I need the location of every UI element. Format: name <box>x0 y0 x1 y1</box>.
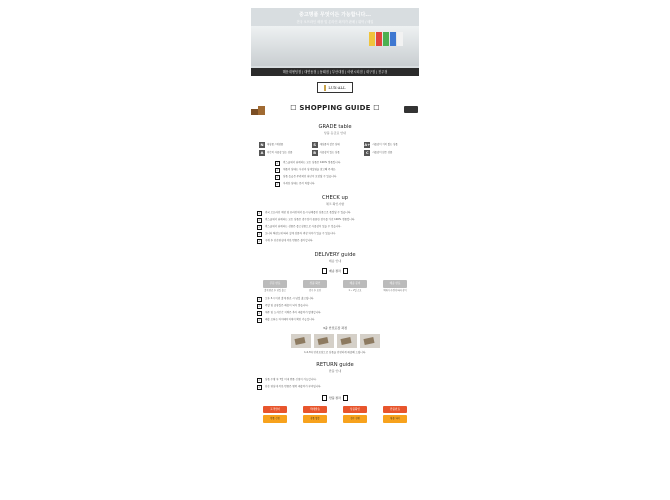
packaging-caption: 1,2,3차 안전포장으로 상품을 안전하게 배송해 드립니다. <box>304 351 366 355</box>
store-banner <box>251 8 419 76</box>
delivery-text: 배송 조회는 마이페이지에서 확인 가능합니다. <box>265 318 315 322</box>
return-step-button[interactable] <box>383 406 407 423</box>
return-steps <box>263 406 407 423</box>
grade-desc: 사용감이 많은 상품 <box>372 150 393 154</box>
grade-item <box>312 142 359 148</box>
delivery-list <box>257 297 419 323</box>
return-list <box>257 378 419 390</box>
checkbox-icon <box>343 268 349 274</box>
check-icon: ✓ <box>258 318 261 323</box>
packaging-photo <box>291 334 311 348</box>
check-icon: ✓ <box>258 225 261 229</box>
delivery-item <box>257 304 419 309</box>
return-step-top: 반품완료 <box>383 406 407 413</box>
note-text: 자세한 상태는 문의 바랍니다. <box>283 182 316 185</box>
checkup-title: CHECK up <box>321 195 349 201</box>
checkup-item <box>257 232 419 237</box>
note-text: 제품의 상태는 사진과 상세설명을 참고해 주세요. <box>283 168 337 171</box>
grade-notes <box>275 161 419 187</box>
box-shape <box>251 109 258 115</box>
return-subtitle: 반품 안내 <box>328 369 342 374</box>
checkup-text: 럭스올에서 판매되는 모든 상품은 검수팀의 꼼꼼한 검수를 거친 100% 정품입니다. <box>265 218 355 221</box>
return-step-button[interactable] <box>343 406 367 423</box>
return-text: 단순 변심에 의한 반품은 왕복 배송비가 부과됩니다. <box>265 385 322 389</box>
grade-letter: B <box>313 151 317 155</box>
check-icon: ✓ <box>258 311 261 316</box>
color-block <box>369 32 375 46</box>
checkbox-icon <box>322 395 328 401</box>
checkup-text: 전국 오프라인 매장 및 온라인에서 동시 판매중인 상품으로 품절될 수 있습니다. <box>265 211 352 214</box>
return-step-button[interactable] <box>263 406 287 423</box>
logo-mark-icon <box>324 85 326 91</box>
shopping-guide-title <box>290 104 379 112</box>
grade-item <box>312 150 359 156</box>
grade-item <box>259 142 306 148</box>
checkup-item <box>257 239 419 244</box>
store-list: 해운대센텀점 | 대연동점 | 동래점 | 부산대점 | 마린시티점 | 대구점 | 진주점 <box>251 68 419 76</box>
packaging-label: 3중 안전포장 과정 <box>322 326 348 331</box>
note-item <box>275 175 419 180</box>
note-item <box>275 182 419 187</box>
banner-subline: 전국 오프라인 매장 및 온라인 최저가 판매 / 위탁 / 매입 <box>296 20 374 24</box>
delivery-text: 오후 3시 이전 결제 완료 시 당일 출고됩니다. <box>265 297 315 301</box>
camera-shape <box>404 106 418 113</box>
check-icon: ✓ <box>276 182 279 186</box>
checkup-text: 럭스올에서 판매되는 상품은 중고상품으로 사용감이 있을 수 있습니다. <box>265 225 342 228</box>
checkup-item <box>257 211 419 216</box>
check-icon: ✓ <box>258 239 261 243</box>
return-step-top: 상품확인 <box>343 406 367 413</box>
color-block <box>390 32 396 46</box>
grade-letter: S <box>313 143 316 147</box>
return-step-bottom: 상품 발송 <box>303 415 327 423</box>
return-process-label <box>251 395 419 401</box>
checkup-text: 모니터 해상도에 따라 실제 상품과 색상 차이가 있을 수 있습니다. <box>265 232 336 235</box>
check-icon: ✓ <box>276 161 279 165</box>
check-icon: ✓ <box>258 297 261 302</box>
return-item <box>257 385 419 390</box>
grade-item <box>259 150 306 156</box>
step-note: 1 ~ 2일 소요 <box>348 288 362 292</box>
grade-desc: 새상품 / 매장품 <box>267 142 284 146</box>
delivery-process-label <box>251 268 419 274</box>
note-text: 상품 등급은 주관적인 판단이 포함될 수 있습니다. <box>283 175 337 178</box>
grade-desc: 사용감이 거의 없는 상품 <box>372 142 398 146</box>
step-label: 상품 확인 <box>303 280 327 288</box>
brand-logo <box>317 82 353 93</box>
check-icon: ✓ <box>258 385 261 390</box>
step-label: 주문 완료 <box>263 280 287 288</box>
square-icon: ☐ <box>373 104 380 112</box>
delivery-step <box>263 280 287 293</box>
checkbox-icon <box>322 268 328 274</box>
delivery-step <box>383 280 407 293</box>
return-step-bottom: 검수 진행 <box>343 415 367 423</box>
packaging-photo <box>314 334 334 348</box>
grade-desc: 약간의 사용감 있는 상품 <box>267 150 293 154</box>
camera-product-image <box>403 101 419 115</box>
checkup-item <box>257 225 419 230</box>
grade-letter: A+ <box>364 143 371 147</box>
return-title: RETURN guide <box>316 362 354 369</box>
check-icon: ✓ <box>276 175 279 179</box>
logo-text: LUX-ALL <box>328 85 346 90</box>
grade-table <box>259 142 411 156</box>
grade-item <box>364 142 411 148</box>
grade-desc: 새상품과 같은 상태 <box>319 142 340 146</box>
grade-letter: N <box>260 143 264 147</box>
checkup-subtitle: 체크 확인사항 <box>325 202 345 206</box>
delivery-subtitle: 배송 안내 <box>328 259 342 263</box>
step-note: 결제 완료 후 당일 출고 <box>264 288 286 292</box>
checkup-list <box>257 211 419 244</box>
delivery-item <box>257 311 419 316</box>
grade-letter: C <box>366 151 369 155</box>
color-block <box>376 32 382 46</box>
return-step-top: 고객센터 <box>263 406 287 413</box>
check-icon: ✓ <box>258 211 261 215</box>
return-step-button[interactable] <box>303 406 327 423</box>
check-icon: ✓ <box>258 218 261 222</box>
packaging-photo <box>337 334 357 348</box>
packaging-photos <box>251 334 419 348</box>
delivery-steps <box>263 280 407 293</box>
check-icon: ✓ <box>258 304 261 309</box>
delivery-step <box>343 280 367 293</box>
delivery-item <box>257 297 419 302</box>
grade-subtitle: 상품 등급표 안내 <box>323 131 347 135</box>
delivery-text: 제주 및 도서산간 지역은 추가 배송비가 발생합니다. <box>265 311 322 315</box>
delivery-item <box>257 318 419 323</box>
delivery-step <box>303 280 327 293</box>
guide-title-text: SHOPPING GUIDE <box>299 104 371 112</box>
grade-desc: 사용감이 있는 상품 <box>319 150 340 154</box>
note-item <box>275 161 419 166</box>
step-note: 택배사 사정에 따라 상이 <box>383 288 407 292</box>
grade-item <box>364 150 411 156</box>
color-block <box>397 32 403 46</box>
shopping-guide-page <box>251 8 419 423</box>
delivery-text: 주말 및 공휴일은 배송이 되지 않습니다. <box>265 304 309 308</box>
step-note: 검수 후 포장 <box>309 288 321 292</box>
delivery-title: DELIVERY guide <box>314 252 356 258</box>
boxes-product-image <box>251 101 267 115</box>
return-step-bottom: 반품 신청 <box>263 415 287 423</box>
grade-title: GRADE table <box>318 124 352 130</box>
packaging-photo <box>360 334 380 348</box>
return-step-top: 택배발송 <box>303 406 327 413</box>
note-item <box>275 168 419 173</box>
return-step-bottom: 환불 처리 <box>383 415 407 423</box>
step-label: 배송 준비 <box>343 280 367 288</box>
step-label: 배송 완료 <box>383 280 407 288</box>
grade-letter: A <box>260 151 264 155</box>
return-check-text: 반품 절차 <box>329 396 341 401</box>
check-icon: ✓ <box>258 232 261 236</box>
box-shape <box>258 106 265 115</box>
check-icon: ✓ <box>276 168 279 172</box>
checkup-item <box>257 218 419 223</box>
square-icon: ☐ <box>290 104 297 112</box>
delivery-check-text: 배송 절차 <box>329 268 341 273</box>
checkbox-icon <box>343 395 349 401</box>
note-text: 럭스올에서 판매하는 모든 상품은 100% 정품입니다. <box>283 161 341 164</box>
shopping-guide-header <box>251 100 419 116</box>
check-icon: ✓ <box>258 378 261 383</box>
color-block <box>383 32 389 46</box>
checkup-text: 구매 후 단순변심에 의한 반품은 불가합니다. <box>265 239 314 242</box>
return-text: 상품 수령 후 7일 이내 반품 신청이 가능합니다. <box>265 378 317 382</box>
return-item <box>257 378 419 383</box>
banner-headline: 중고명품 무엇이든 가능합니다... <box>299 12 371 18</box>
